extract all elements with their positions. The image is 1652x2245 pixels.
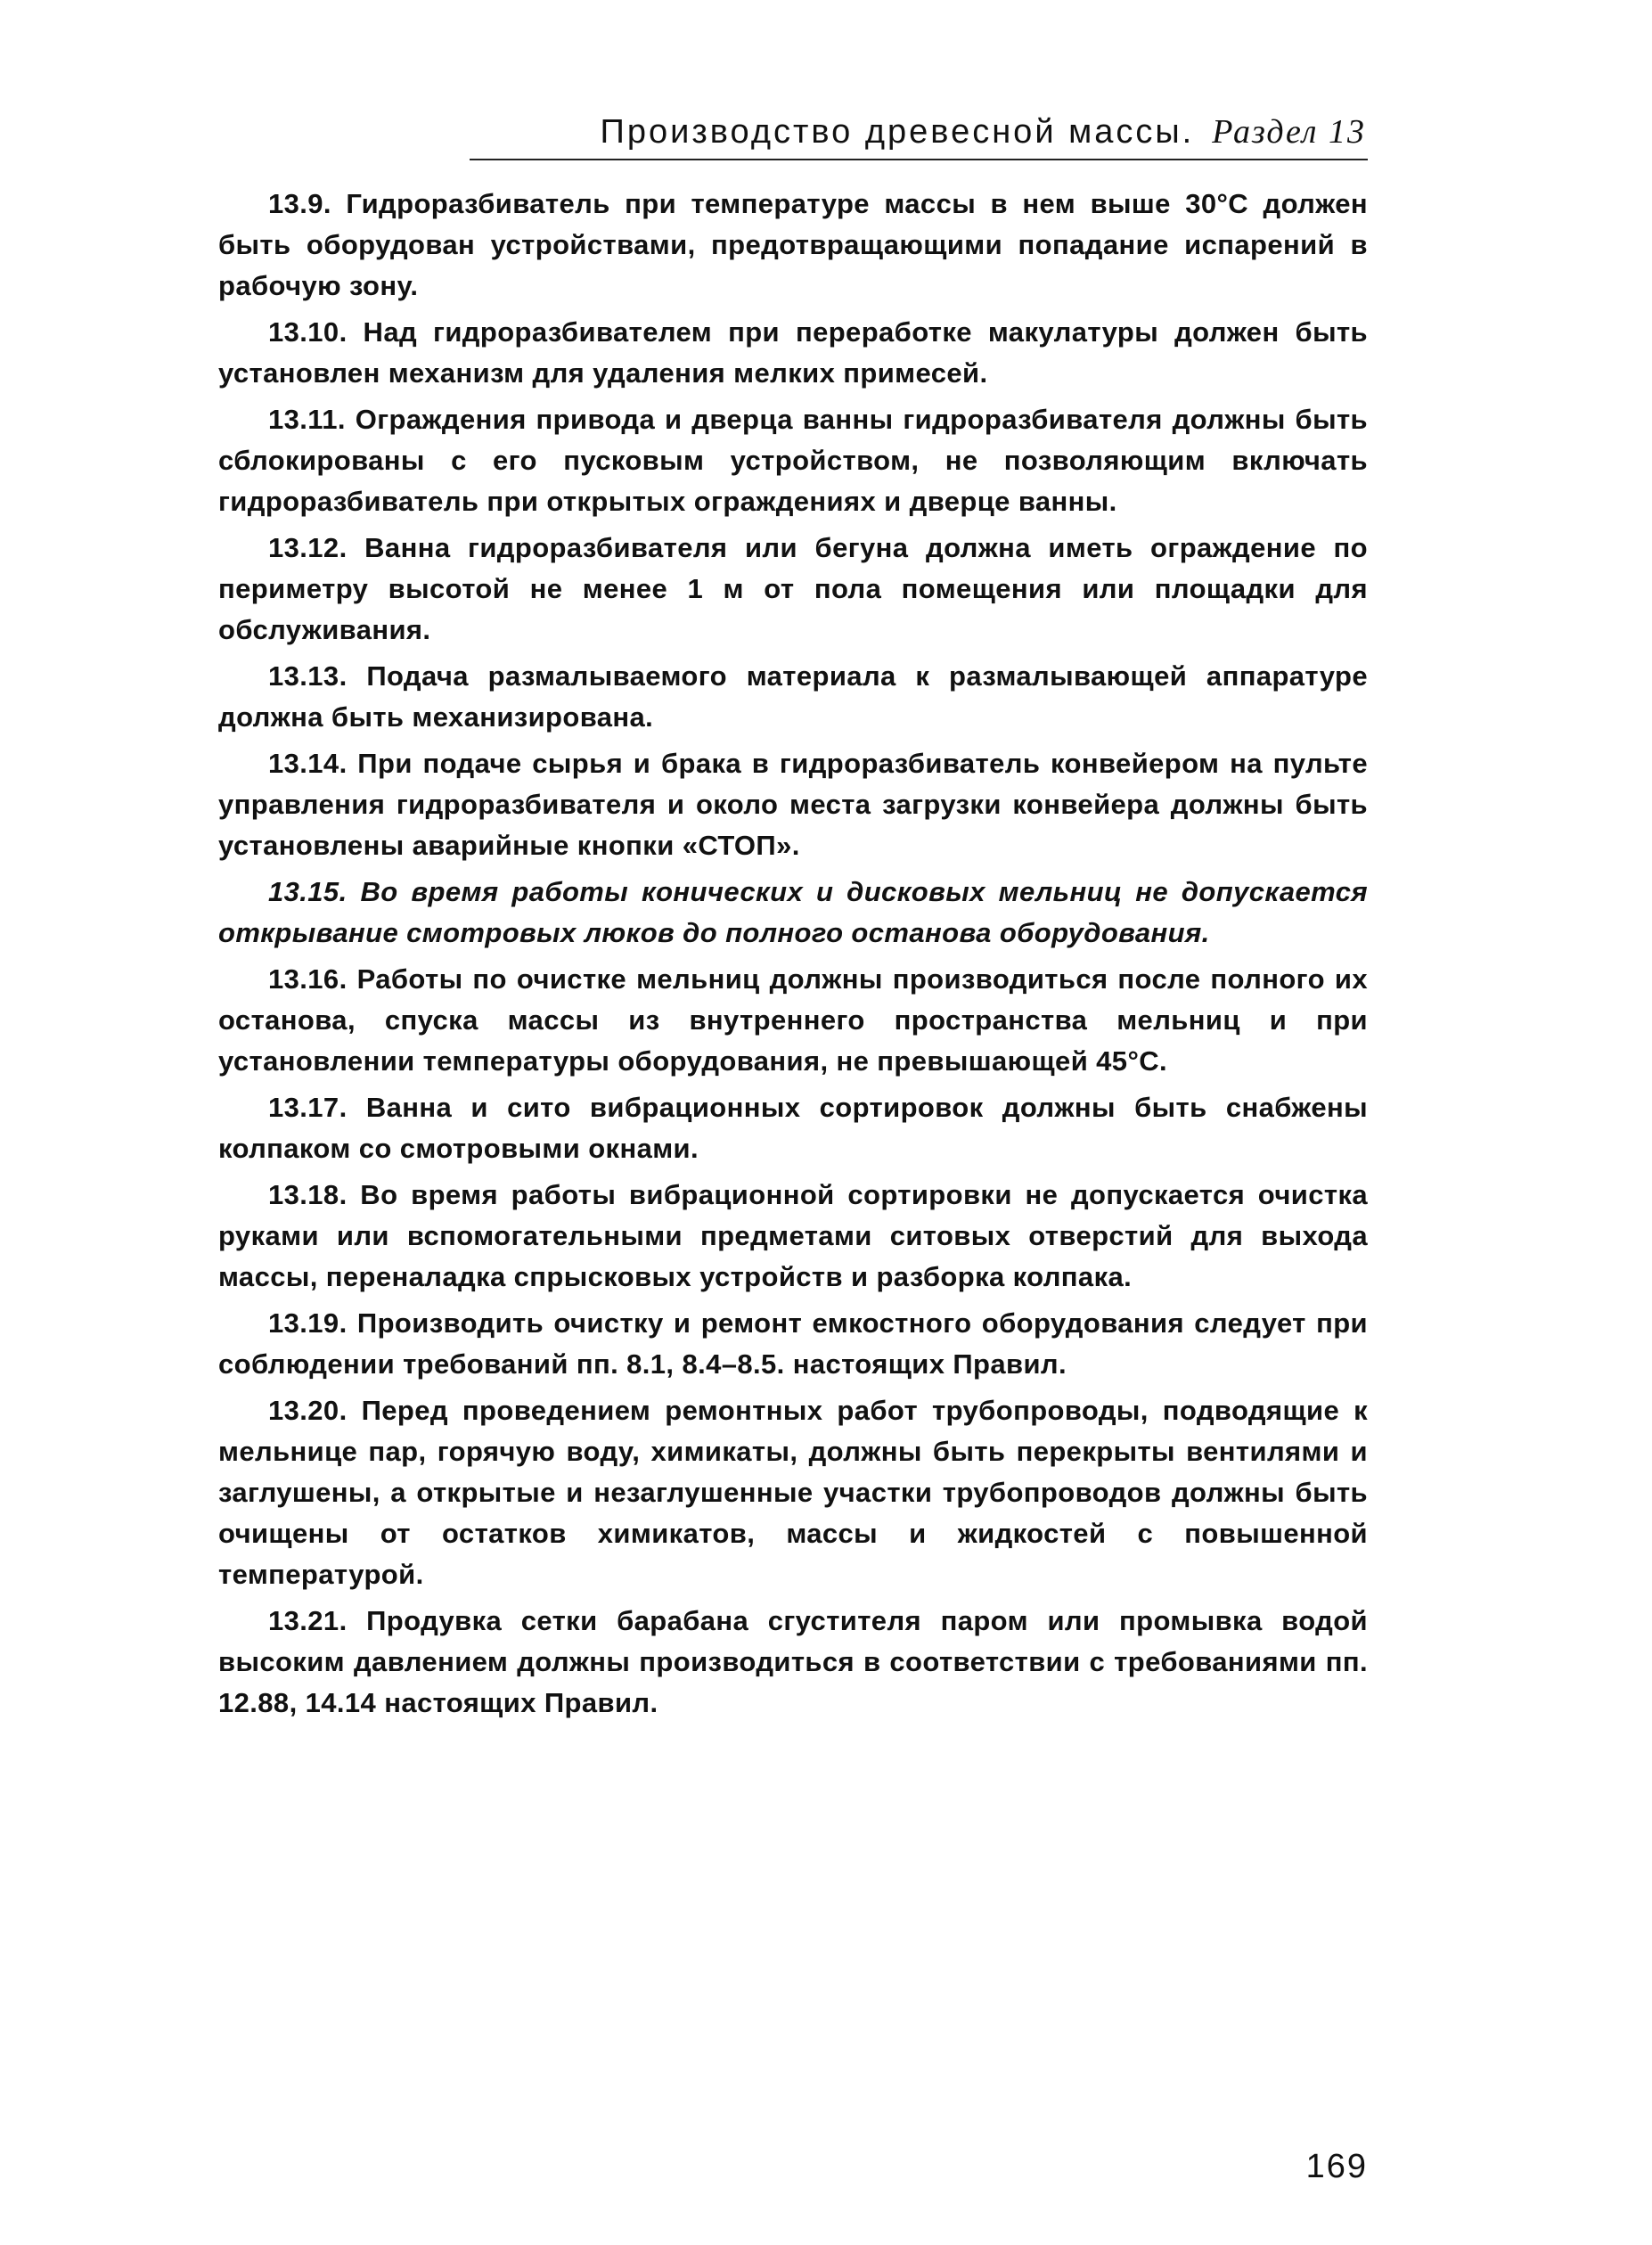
document-page	[218, 107, 1368, 2185]
paragraph-13-19: 13.19. Производить очистку и ремонт емкостного оборудования следует при соблюдении требований пп. 8.1, 8.4–8.5. настоящих Правил.	[218, 1307, 1368, 1380]
paragraph-13-13: 13.13. Подача размалываемого материала к размалывающей аппаратуре должна быть механизирована.	[218, 660, 1368, 733]
paragraph-13-9: 13.9. Гидроразбиватель при температуре массы в нем выше 30°С должен быть оборудован устройствами, предотвращающими попадание испарений в рабочую зону.	[218, 188, 1368, 301]
page-number: 169	[1305, 2148, 1368, 2185]
paragraph-13-15: 13.15. Во время работы конических и дисковых мельниц не допускается открывание смотровых люков до полного останова оборудования.	[218, 876, 1368, 948]
paragraph-13-10: 13.10. Над гидроразбивателем при переработке макулатуры должен быть установлен механизм для удаления мелких примесей.	[218, 316, 1368, 389]
paragraph-13-14: 13.14. При подаче сырья и брака в гидроразбиватель конвейером на пульте управления гидроразбивателя и около места загрузки конвейера должны быть установлены аварийные кнопки «СТОП».	[218, 748, 1368, 861]
paragraph-13-18: 13.18. Во время работы вибрационной сортировки не допускается очистка руками или вспомогательными предметами ситовых отверстий для выхода массы, переналадка спрысковых устройств и разборка колпака.	[218, 1179, 1368, 1292]
paragraph-13-16: 13.16. Работы по очистке мельниц должны производиться после полного их останова, спуска массы из внутреннего пространства мельниц и при установлении температуры оборудования, не превышающей 45°С.	[218, 963, 1368, 1077]
running-header-section: Раздел 13	[1212, 113, 1366, 151]
paragraph-13-21: 13.21. Продувка сетки барабана сгустителя паром или промывка водой высоким давлением должны производиться в соответствии с требованиями пп. 12.88, 14.14 настоящих Правил.	[218, 1605, 1368, 1718]
paragraph-13-11: 13.11. Ограждения привода и дверца ванны гидроразбивателя должны быть сблокированы с его пусковым устройством, не позволяющим включать гидроразбиватель при открытых ограждениях и дверце ванны.	[218, 404, 1368, 517]
paragraph-13-12: 13.12. Ванна гидроразбивателя или бегуна должна иметь ограждение по периметру высотой не менее 1 м от пола помещения или площадки для обслуживания.	[218, 532, 1368, 645]
running-header-title: Производство древесной массы.	[600, 113, 1195, 151]
paragraph-13-17: 13.17. Ванна и сито вибрационных сортировок должны быть снабжены колпаком со смотровыми окнами.	[218, 1092, 1368, 1164]
header-rule	[470, 159, 1368, 160]
running-header	[218, 107, 1368, 157]
document-body	[218, 184, 1368, 1724]
paragraph-13-20: 13.20. Перед проведением ремонтных работ трубопроводы, подводящие к мельнице пар, горячую воду, химикаты, должны быть перекрыты вентилями и заглушены, а открытые и незаглушенные участки трубопроводов должны быть очищены от остатков химикатов, массы и жидкостей с повышенной температурой.	[218, 1395, 1368, 1590]
